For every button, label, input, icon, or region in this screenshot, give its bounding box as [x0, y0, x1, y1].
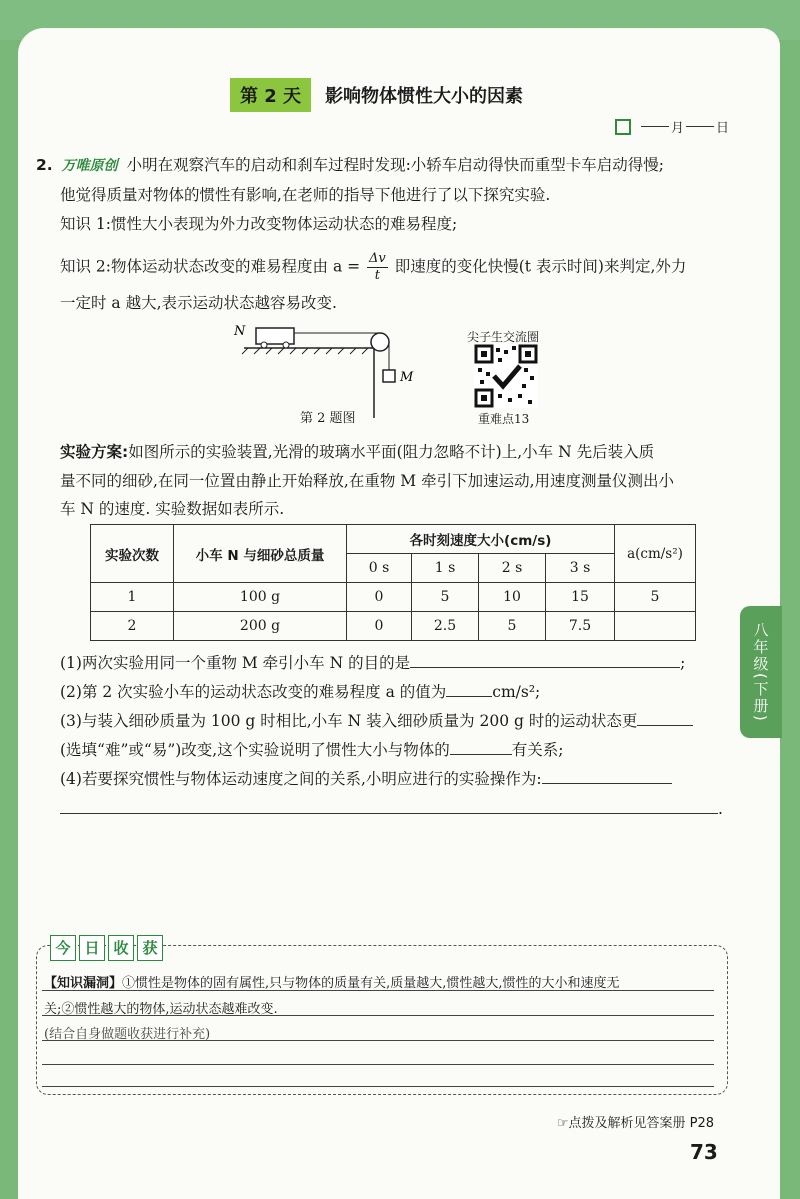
knowledge-gap-text1: ①惯性是物体的固有属性,只与物体的质量有关,质量越大,惯性越大,惯性的大小和速度无 — [122, 976, 620, 991]
time-3: 3 s — [546, 554, 615, 583]
formula-fraction — [367, 251, 388, 284]
date-line — [615, 117, 729, 136]
cart-N — [256, 328, 294, 344]
header-accel: a(cm/s²) — [615, 525, 696, 583]
knowledge-gap-line1 — [44, 972, 620, 991]
subq-2-text: (2)第 2 次实验小车的运动状态改变的难易程度 a 的值为 — [60, 683, 447, 701]
answer-blank-2[interactable] — [446, 696, 492, 697]
subq-3-line2-b: 有关系; — [511, 741, 564, 759]
plan-line1 — [60, 441, 654, 463]
cell-v2: 10 — [479, 583, 546, 612]
fraction-numerator: Δv — [369, 251, 386, 266]
qr-code-icon[interactable] — [474, 344, 538, 408]
subq-4-line2 — [60, 798, 723, 820]
cell-mass: 100 g — [174, 583, 347, 612]
label-M: M — [400, 370, 414, 385]
time-1: 1 s — [412, 554, 479, 583]
knowledge-2-line2: 一定时 a 越大,表示运动状态越容易改变. — [60, 294, 337, 312]
harvest-char-4: 获 — [137, 935, 163, 961]
harvest-rule[interactable] — [42, 1040, 714, 1041]
day-blank[interactable] — [686, 126, 714, 127]
plan-line2: 量不同的细砂,在同一位置由静止开始释放,在重物 M 牵引下加速运动,用速度测量仪测出小 — [60, 472, 675, 490]
subq-3-text: (3)与装入细砂质量为 100 g 时相比,小车 N 装入细砂质量为 200 g 时的运动状态更 — [60, 712, 638, 730]
knowledge-2-pre: 知识 2:物体运动状态改变的难易程度由 a = — [60, 257, 361, 276]
question-number: 2. — [36, 156, 53, 174]
answer-blank-3a[interactable] — [637, 725, 693, 726]
harvest-title — [50, 935, 166, 961]
table-row — [91, 612, 696, 641]
cell-trial: 2 — [91, 612, 174, 641]
subq-1-text: (1)两次实验用同一个重物 M 牵引小车 N 的目的是 — [60, 654, 411, 672]
day-badge: 第 2 天 — [230, 78, 311, 112]
plan-label: 实验方案: — [60, 443, 129, 461]
harvest-char-1: 今 — [50, 935, 76, 961]
cell-v3: 7.5 — [546, 612, 615, 641]
subq-2 — [60, 681, 540, 703]
answer-blank-3b[interactable] — [450, 754, 512, 755]
figure-caption: 第 2 题图 — [300, 411, 356, 426]
knowledge-1: 知识 1:惯性大小表现为外力改变物体运动状态的难易程度; — [60, 215, 458, 233]
question-line1-text: 小明在观察汽车的启动和刹车过程时发现:小轿车启动得快而重型卡车启动得慢; — [126, 156, 665, 174]
data-table — [90, 524, 696, 641]
cell-v1: 2.5 — [412, 612, 479, 641]
plan-line1-text: 如图所示的实验装置,光滑的玻璃水平面(阻力忽略不计)上,小车 N 先后装入质 — [128, 443, 655, 461]
question-line1 — [36, 154, 664, 177]
month-blank[interactable] — [641, 126, 669, 127]
subq-4 — [60, 768, 672, 790]
subq-2-unit: cm/s²; — [492, 683, 541, 701]
month-label: 月 — [671, 121, 685, 136]
cell-accel: 5 — [615, 583, 696, 612]
table-row — [91, 583, 696, 612]
calendar-icon — [615, 119, 631, 135]
subq-3 — [60, 710, 693, 732]
weight-M — [383, 370, 395, 382]
plan-line3: 车 N 的速度. 实验数据如表所示. — [60, 500, 285, 518]
day-label: 日 — [716, 121, 730, 136]
answer-reference: ☞点拨及解析见答案册 P28 — [556, 1116, 714, 1131]
knowledge-2 — [60, 251, 686, 284]
subq-1 — [60, 652, 685, 674]
knowledge-2-post: 即速度的变化快慢(t 表示时间)来判定,外力 — [394, 257, 687, 276]
knowledge-gap-line2: 关;②惯性越大的物体,运动状态越难改变. — [44, 1002, 278, 1017]
grade-side-tab: 八年级(下册) — [740, 606, 782, 738]
subq-4-text: (4)若要探究惯性与物体运动速度之间的关系,小明应进行的实验操作为: — [60, 770, 542, 788]
harvest-box — [36, 945, 728, 1095]
cell-v0: 0 — [347, 612, 412, 641]
time-2: 2 s — [479, 554, 546, 583]
harvest-rule[interactable] — [42, 1064, 714, 1065]
harvest-char-3: 收 — [108, 935, 134, 961]
harvest-rule — [42, 1015, 714, 1016]
day-topic: 影响物体惯性大小的因素 — [325, 86, 524, 107]
answer-blank-4a[interactable] — [542, 783, 672, 784]
harvest-char-2: 日 — [79, 935, 105, 961]
answer-blank-4b[interactable] — [60, 813, 718, 814]
qr-top-label: 尖子生交流圈 — [467, 330, 540, 344]
header-trial: 实验次数 — [91, 525, 174, 583]
subq-1-end: ; — [680, 654, 686, 672]
table-hatch — [242, 348, 368, 354]
cell-trial: 1 — [91, 583, 174, 612]
subq-3-line2 — [60, 739, 563, 761]
original-badge: 万唯原创 — [61, 158, 118, 174]
page-number: 73 — [690, 1140, 718, 1164]
qr-bottom-label: 重难点13 — [478, 412, 530, 426]
cell-mass: 200 g — [174, 612, 347, 641]
fraction-denominator: t — [374, 268, 381, 283]
cell-v1: 5 — [412, 583, 479, 612]
subq-4-end: . — [718, 800, 723, 818]
cell-v0: 0 — [347, 583, 412, 612]
cart-wheel-left — [261, 342, 267, 348]
label-N: N — [234, 324, 246, 339]
cart-wheel-right — [283, 342, 289, 348]
header-mass: 小车 N 与细砂总质量 — [174, 525, 347, 583]
cell-v3: 15 — [546, 583, 615, 612]
knowledge-gap-label: 【知识漏洞】 — [44, 976, 123, 991]
harvest-rule[interactable] — [42, 1086, 714, 1087]
header-speed: 各时刻速度大小(cm/s) — [347, 525, 615, 554]
answer-blank-1[interactable] — [410, 667, 680, 668]
day-title — [230, 78, 523, 112]
supplement-hint: (结合自身做题收获进行补充) — [44, 1027, 211, 1042]
subq-3-line2-a: (选填“难”或“易”)改变,这个实验说明了惯性大小与物体的 — [60, 741, 450, 759]
harvest-rule — [42, 990, 714, 991]
cell-accel-blank[interactable] — [615, 612, 696, 641]
cell-v2: 5 — [479, 612, 546, 641]
question-line2: 他觉得质量对物体的惯性有影响,在老师的指导下他进行了以下探究实验. — [60, 186, 551, 204]
time-0: 0 s — [347, 554, 412, 583]
